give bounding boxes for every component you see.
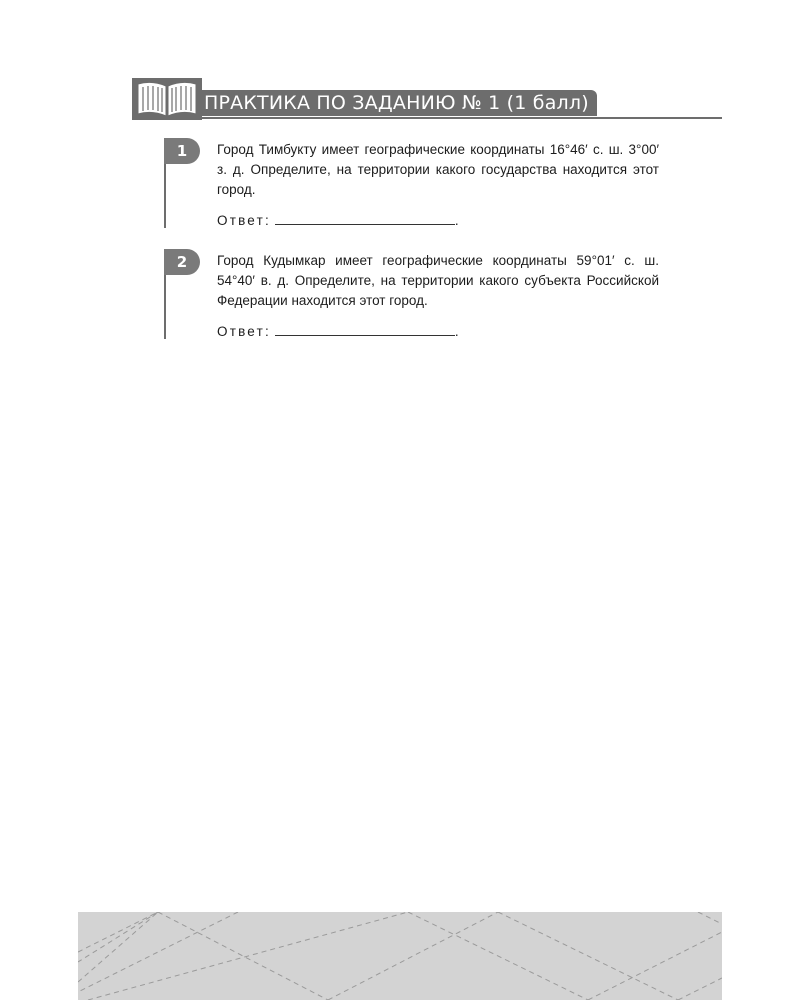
section-header (132, 78, 722, 120)
task-text: Город Кудымкар имеет географические координаты 59°01′ с. ш. 54°40′ в. д. Определите, на территории какого субъекта Российской Федерации находится этот город. (217, 253, 659, 308)
answer-label: Ответ: (217, 213, 271, 228)
answer-label: Ответ: (217, 324, 271, 339)
answer-blank (275, 321, 455, 336)
section-title: ПРАКТИКА ПО ЗАДАНИЮ № 1 (1 балл) (198, 90, 597, 116)
task-number-badge: 1 (164, 138, 200, 164)
task-number-badge: 2 (164, 249, 200, 275)
header-divider (198, 117, 722, 119)
decorative-footer (78, 912, 722, 1000)
answer-row (217, 321, 459, 342)
answer-blank (275, 210, 455, 225)
answer-end: . (454, 324, 459, 339)
task-item (164, 138, 684, 228)
task-item (164, 249, 684, 339)
diamond-pattern (78, 912, 722, 1000)
answer-row (217, 210, 459, 231)
task-text: Город Тимбукту имеет географические координаты 16°46′ с. ш. 3°00′ з. д. Определите, на территории какого государства находится этот город. (217, 142, 659, 197)
open-book-icon (132, 78, 202, 120)
answer-end: . (454, 213, 459, 228)
